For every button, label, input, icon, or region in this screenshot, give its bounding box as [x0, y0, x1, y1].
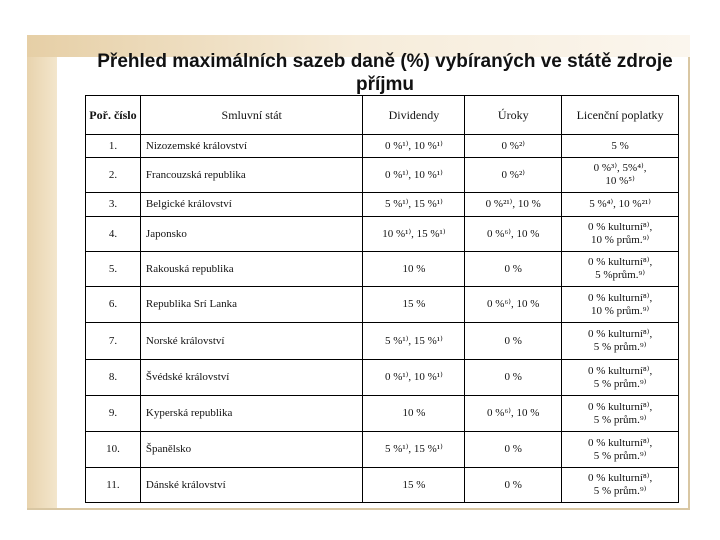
table-row [86, 287, 679, 323]
row-state: Republika Srí Lanka [140, 287, 363, 323]
row-number: 3. [86, 193, 141, 217]
row-interest: 0 % [465, 432, 562, 468]
row-interest: 0 %⁶⁾, 10 % [465, 217, 562, 252]
header-dividends: Dividendy [363, 96, 465, 135]
row-royalties [562, 193, 679, 217]
row-royalties [562, 217, 679, 252]
royalty-line: 0 % kulturní⁸⁾, [587, 472, 653, 484]
row-royalties [562, 396, 679, 432]
row-number: 8. [86, 360, 141, 396]
royalty-line: 10 %⁵⁾ [605, 175, 635, 187]
tax-rates-table [85, 95, 679, 503]
row-dividends: 15 % [363, 287, 465, 323]
table-row [86, 396, 679, 432]
header-royalties: Licenční poplatky [562, 96, 679, 135]
row-interest: 0 %⁶⁾, 10 % [465, 287, 562, 323]
table-row [86, 468, 679, 503]
row-dividends: 10 %¹⁾, 15 %¹⁾ [363, 217, 465, 252]
row-number: 2. [86, 158, 141, 193]
royalty-line: 10 % prům.⁹⁾ [590, 304, 650, 317]
row-dividends: 5 %¹⁾, 15 %¹⁾ [363, 193, 465, 217]
row-number: 7. [86, 323, 141, 360]
row-dividends: 10 % [363, 396, 465, 432]
row-royalties [562, 468, 679, 503]
row-dividends: 5 %¹⁾, 15 %¹⁾ [363, 432, 465, 468]
row-state: Japonsko [140, 217, 363, 252]
row-number: 4. [86, 217, 141, 252]
row-dividends: 5 %¹⁾, 15 %¹⁾ [363, 323, 465, 360]
royalty-line: 0 % kulturní⁸⁾, [587, 364, 653, 377]
row-interest: 0 %⁶⁾, 10 % [465, 396, 562, 432]
row-dividends: 0 %¹⁾, 10 %¹⁾ [363, 135, 465, 158]
royalty-line: 5 % [611, 139, 629, 152]
row-royalties [562, 432, 679, 468]
row-number: 5. [86, 252, 141, 287]
row-dividends: 15 % [363, 468, 465, 503]
row-state: Norské království [140, 323, 363, 360]
row-royalties [562, 135, 679, 158]
table-row [86, 135, 679, 158]
royalty-line: 5 % prům.⁹⁾ [593, 377, 647, 390]
header-interest: Úroky [465, 96, 562, 135]
row-interest: 0 % [465, 323, 562, 360]
page-title: Přehled maximálních sazeb daně (%) vybíraných ve státě zdroje příjmu [97, 51, 673, 95]
table-row [86, 323, 679, 360]
royalty-line: 0 % kulturní⁸⁾, [587, 400, 653, 413]
header-number: Poř. číslo [86, 96, 141, 135]
row-state: Belgické království [140, 193, 363, 217]
row-royalties [562, 360, 679, 396]
row-state: Švédské království [140, 360, 363, 396]
table-row [86, 252, 679, 287]
royalty-line: 5 % prům.⁹⁾ [593, 341, 647, 353]
row-interest: 0 % [465, 468, 562, 503]
row-interest: 0 %²¹⁾, 10 % [465, 193, 562, 217]
row-number: 9. [86, 396, 141, 432]
row-interest: 0 % [465, 252, 562, 287]
header-state: Smluvní stát [140, 96, 363, 135]
row-state: Rakouská republika [140, 252, 363, 287]
royalty-line: 5 % prům.⁹⁾ [593, 413, 647, 426]
table-row [86, 432, 679, 468]
royalty-line: 10 % prům.⁹⁾ [590, 234, 650, 246]
royalty-line: 0 %³⁾, 5%⁴⁾, [593, 162, 647, 174]
row-number: 11. [86, 468, 141, 503]
royalty-line: 0 % kulturní⁸⁾, [587, 256, 653, 268]
row-dividends: 0 %¹⁾, 10 %¹⁾ [363, 158, 465, 193]
row-interest: 0 %²⁾ [465, 158, 562, 193]
row-state: Kyperská republika [140, 396, 363, 432]
royalty-line: 0 % kulturní⁸⁾, [587, 328, 653, 340]
royalty-line: 5 % prům.⁹⁾ [593, 485, 647, 497]
table-row [86, 193, 679, 217]
row-number: 10. [86, 432, 141, 468]
royalty-line: 5 % prům.⁹⁾ [593, 449, 647, 462]
row-number: 6. [86, 287, 141, 323]
row-state: Dánské království [140, 468, 363, 503]
table-row [86, 217, 679, 252]
royalty-line: 0 % kulturní⁸⁾, [587, 291, 653, 304]
row-interest: 0 % [465, 360, 562, 396]
row-number: 1. [86, 135, 141, 158]
royalty-line: 5 %⁴⁾, 10 %²¹⁾ [589, 198, 651, 210]
row-royalties [562, 252, 679, 287]
royalty-line: 0 % kulturní⁸⁾, [587, 436, 653, 449]
row-interest: 0 %²⁾ [465, 135, 562, 158]
row-state: Španělsko [140, 432, 363, 468]
table-row [86, 158, 679, 193]
row-state: Nizozemské království [140, 135, 363, 158]
royalty-line: 0 % kulturní⁸⁾, [587, 221, 653, 233]
row-royalties [562, 287, 679, 323]
row-royalties [562, 323, 679, 360]
row-dividends: 0 %¹⁾, 10 %¹⁾ [363, 360, 465, 396]
royalty-line: 5 %prům.⁹⁾ [595, 269, 646, 281]
row-state: Francouzská republika [140, 158, 363, 193]
table-row [86, 360, 679, 396]
table-header-row [86, 96, 679, 135]
row-dividends: 10 % [363, 252, 465, 287]
row-royalties [562, 158, 679, 193]
